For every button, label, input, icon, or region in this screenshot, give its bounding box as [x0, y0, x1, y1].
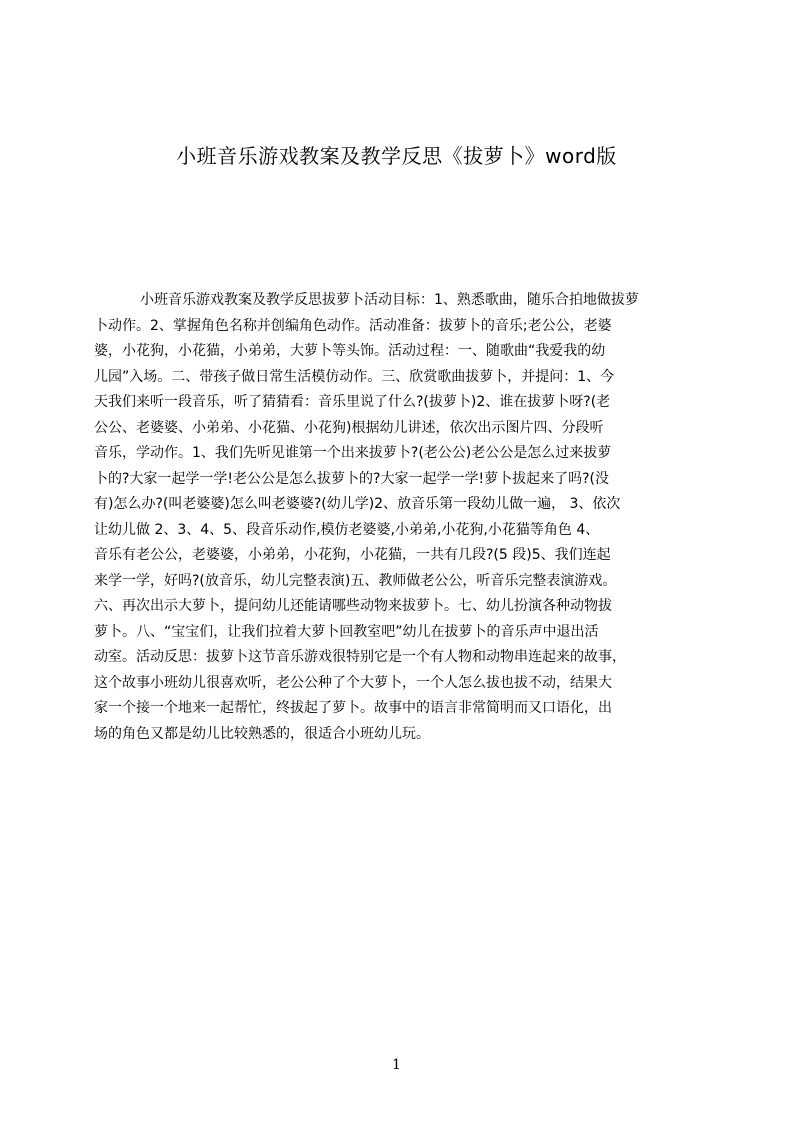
body-line: 有)怎么办?(叫老婆婆)怎么叫老婆婆?(幼儿学)2、放音乐第一段幼儿做一遍， 3、依次 [94, 496, 621, 512]
body-line: 家一个接一个地来一起帮忙，终拔起了萝卜。故事中的语言非常简明而又口语化，出 [94, 700, 612, 716]
body-line: 场的角色又都是幼儿比较熟悉的，很适合小班幼儿玩。 [94, 725, 430, 742]
body-line: 动室。活动反思：拔萝卜这节音乐游戏很特别它是一个有人物和动物串连起来的故事， [94, 649, 626, 665]
body-line: 卜的?大家一起学一学!老公公是怎么拔萝卜的?大家一起学一学!萝卜拔起来了吗?(没 [94, 470, 609, 487]
page-number: 1 [392, 1057, 401, 1073]
body-line: 卜动作。2、掌握角色名称并创编角色动作。活动准备：拔萝卜的音乐;老公公，老婆 [94, 317, 612, 334]
body-line: 六、再次出示大萝卜，提问幼儿还能请哪些动物来拔萝卜。七、幼儿扮演各种动物拔 [94, 598, 612, 614]
body-line: 让幼儿做 2、3、4、5、段音乐动作,模仿老婆婆,小弟弟,小花狗,小花猫等角色 4、 [94, 521, 600, 538]
body-line: 这个故事小班幼儿很喜欢听，老公公种了个大萝卜，一个人怎么拔也拔不动，结果大 [94, 674, 612, 691]
body-line: 儿园”入场。二、带孩子做日常生活模仿动作。三、欣赏歌曲拔萝卜，并提问：1、今 [94, 368, 615, 385]
body-line: 音乐有老公公，老婆婆，小弟弟，小花狗，小花猫，一共有几段?(5 段)5、我们连起 [94, 547, 611, 563]
body-line: 公公、老婆婆、小弟弟、小花猫、小花狗)根据幼儿讲述，依次出示图片四、分段听 [94, 419, 604, 436]
document-body [94, 288, 700, 747]
body-line: 婆，小花狗，小花猫，小弟弟，大萝卜等头饰。活动过程：一、随歌曲“我爱我的幼 [94, 343, 606, 359]
body-line: 来学一学，好吗?(放音乐，幼儿完整表演)五、教师做老公公，听音乐完整表演游戏。 [94, 572, 617, 589]
document-title: 小班音乐游戏教案及教学反思《拔萝卜》word版 [176, 144, 617, 168]
body-line: 音乐，学动作。1、我们先听见谁第一个出来拔萝卜?(老公公)老公公是怎么过来拔萝 [94, 445, 612, 461]
body-line: 天我们来听一段音乐，听了猜猜看：音乐里说了什么?(拔萝卜)2、谁在拔萝卜呀?(老 [94, 394, 611, 410]
body-line: 小班音乐游戏教案及教学反思拔萝卜活动目标：1、熟悉歌曲，随乐合拍地做拔萝 [140, 292, 639, 308]
body-line: 萝卜。八、“宝宝们，让我们拉着大萝卜回教室吧”幼儿在拔萝卜的音乐声中退出活 [94, 623, 599, 640]
